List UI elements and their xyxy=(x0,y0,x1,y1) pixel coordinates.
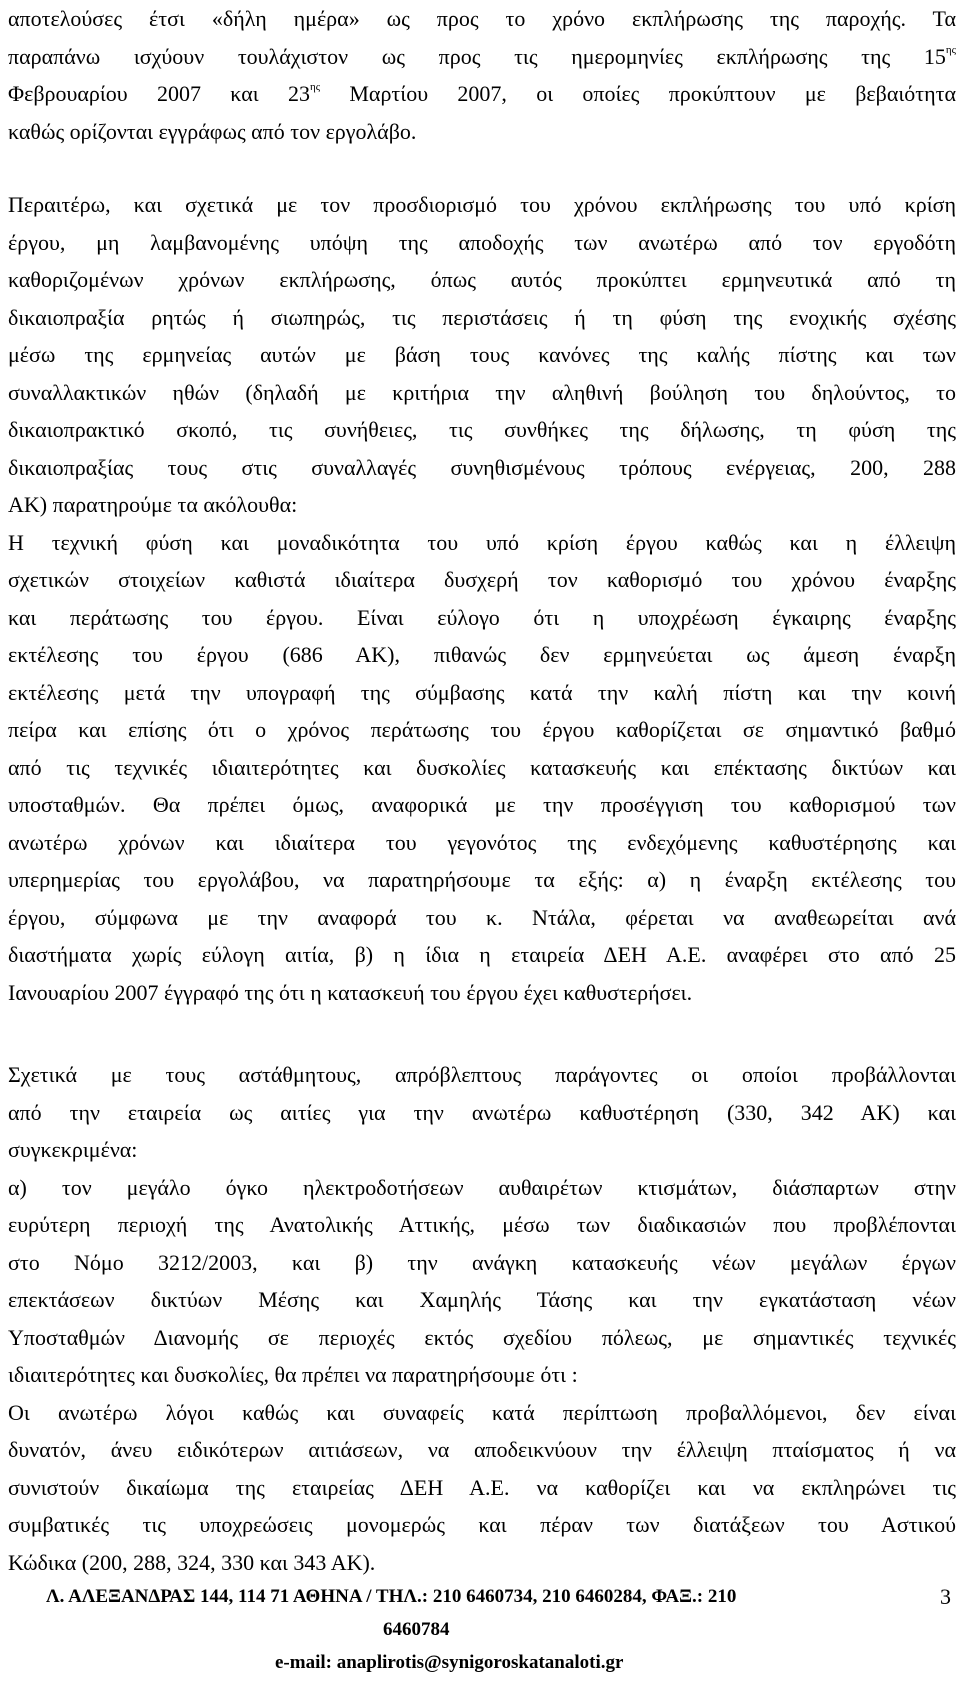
text-segment: παραπάνω ισχύουν τουλάχιστον ως προς τις ημερομηνίες εκπλήρωσης της 15 xyxy=(8,43,946,69)
text-line: και περάτωσης του έργου. Είναι εύλογο ότι η υποχρέωση έγκαιρης έναρξης xyxy=(8,604,956,630)
text-line: Η τεχνική φύση και μοναδικότητα του υπό κρίση έργου καθώς και η έλλειψη xyxy=(8,529,956,555)
text-line: συγκεκριμένα: xyxy=(8,1137,138,1162)
text-line: Ιανουαρίου 2007 έγγραφό της ότι η κατασκευή του έργου έχει καθυστερήσει. xyxy=(8,979,693,1005)
text-line: αποτελούσες έτσι «δήλη ημέρα» ως προς το χρόνο εκπλήρωσης της παροχής. Τα xyxy=(8,6,956,31)
superscript: ης xyxy=(309,81,321,93)
text-line: Οι ανωτέρω λόγοι καθώς και συναφείς κατά περίπτωση προβαλλόμενοι, δεν είναι xyxy=(8,1399,956,1425)
text-line: στο Νόμο 3212/2003, και β) την ανάγκη κατασκευής νέων μεγάλων έργων xyxy=(8,1249,956,1275)
text-line: συμβατικές τις υποχρεώσεις μονομερώς και πέραν των διατάξεων του Αστικού xyxy=(8,1512,956,1537)
text-line: έργου, μη λαμβανομένης υπόψη της αποδοχής των ανωτέρω από τον εργοδότη xyxy=(8,229,956,255)
text-line: α) τον μεγάλο όγκο ηλεκτροδοτήσεων αυθαιρέτων κτισμάτων, διάσπαρτων στην xyxy=(8,1174,956,1200)
page-number: 3 xyxy=(940,1584,951,1609)
text-line xyxy=(8,38,956,76)
text-line: έργου, σύμφωνα με την αναφορά του κ. Ντάλα, φέρεται να αναθεωρείται ανά xyxy=(8,904,956,930)
text-line: Περαιτέρω, και σχετικά με τον προσδιορισμό του χρόνου εκπλήρωσης του υπό κρίση xyxy=(8,192,956,217)
text-line: διαστήματα χωρίς εύλογη αιτία, β) η ίδια η εταιρεία ΔΕΗ Α.Ε. αναφέρει στο από 25 xyxy=(8,942,956,967)
text-line: ευρύτερη περιοχή της Ανατολικής Αττικής, μέσω των διαδικασιών που προβλέπονται xyxy=(8,1212,956,1237)
text-line: υπερημερίας του εργολάβου, να παρατηρήσουμε τα εξής: α) η έναρξη εκτέλεσης του xyxy=(8,867,956,892)
text-line: δικαιοπραξίας τους στις συναλλαγές συνηθισμένους τρόπους ενέργειας, 200, 288 xyxy=(8,454,956,480)
text-line: ιδιαιτερότητες και δυσκολίες, θα πρέπει να παρατηρήσουμε ότι : xyxy=(8,1362,578,1387)
footer-address-line: Λ. ΑΛΕΞΑΝΔΡΑΣ 144, 114 71 ΑΘΗΝΑ / ΤΗΛ.: 210 6460734, 210 6460284, ΦΑΞ.: 210 xyxy=(46,1586,737,1607)
text-line: από την εταιρεία ως αιτίες για την ανωτέρω καθυστέρηση (330, 342 ΑΚ) και xyxy=(8,1099,956,1125)
text-line: Σχετικά με τους αστάθμητους, απρόβλεπτους παράγοντες οι οποίοι προβάλλονται xyxy=(8,1062,956,1087)
text-line: σχετικών στοιχείων καθιστά ιδιαίτερα δυσχερή τον καθορισμό του χρόνου έναρξης xyxy=(8,567,956,592)
text-line: ανωτέρω χρόνων και ιδιαίτερα του γεγονότος της ενδεχόμενης καθυστέρησης και xyxy=(8,829,956,855)
text-segment: Φεβρουαρίου 2007 και 23 xyxy=(8,81,310,106)
text-line: εκτέλεσης του έργου (686 ΑΚ), πιθανώς δεν ερμηνεύεται ως άμεση έναρξη xyxy=(8,642,956,667)
page-footer xyxy=(8,1586,956,1682)
text-line: επεκτάσεων δικτύων Μέσης και Χαμηλής Τάσης και την εγκατάσταση νέων xyxy=(8,1287,956,1312)
text-line: δυνατόν, άνευ ειδικότερων αιτιάσεων, να αποδεικνύουν την έλλειψη πταίσματος ή να xyxy=(8,1437,956,1462)
text-line: πείρα και επίσης ότι ο χρόνος περάτωσης του έργου καθορίζεται σε σημαντικό βαθμό xyxy=(8,717,956,742)
text-line: υποσταθμών. Θα πρέπει όμως, αναφορικά με την προσέγγιση του καθορισμού των xyxy=(8,792,956,817)
footer-email: e-mail: anaplirotis@synigoroskatanaloti.gr xyxy=(275,1652,624,1673)
text-line: δικαιοπρακτικό σκοπό, τις συνήθειες, τις συνθήκες της δήλωσης, τη φύση της xyxy=(8,417,956,442)
text-line: συνιστούν δικαίωμα της εταιρείας ΔΕΗ Α.Ε. να καθορίζει και να εκπληρώνει τις xyxy=(8,1474,956,1500)
text-line: μέσω της ερμηνείας αυτών με βάση τους κανόνες της καλής πίστης και των xyxy=(8,342,956,367)
paragraph-factors xyxy=(8,1056,956,1581)
text-line: ΑΚ) παρατηρούμε τα ακόλουθα: xyxy=(8,492,298,517)
paragraph-analysis xyxy=(8,186,956,1011)
text-line: καθώς ορίζονται εγγράφως από τον εργολάβο. xyxy=(8,118,417,144)
text-line: δικαιοπραξία ρητώς ή σιωπηρώς, τις περιστάσεις ή τη φύση της ενοχικής σχέσης xyxy=(8,304,956,330)
text-line: συναλλακτικών ηθών (δηλαδή με κριτήρια την αληθινή βούληση του δηλούντος, το xyxy=(8,379,956,405)
text-line: από τις τεχνικές ιδιαιτερότητες και δυσκολίες κατασκευής και επέκτασης δικτύων και xyxy=(8,754,956,780)
text-line xyxy=(8,75,956,113)
paragraph-continuation xyxy=(8,0,956,150)
superscript: ης xyxy=(945,43,956,56)
text-line: Κώδικα (200, 288, 324, 330 και 343 ΑΚ). xyxy=(8,1549,376,1575)
text-segment: Μαρτίου 2007, οι οποίες προκύπτουν με βεβαιότητα xyxy=(320,81,956,106)
text-line: καθοριζομένων χρόνων εκπλήρωσης, όπως αυτός προκύπτει ερμηνευτικά από τη xyxy=(8,267,956,292)
text-line: Υποσταθμών Διανομής σε περιοχές εκτός σχεδίου πόλεως, με σημαντικές τεχνικές xyxy=(8,1324,956,1350)
footer-fax-continuation: 6460784 xyxy=(383,1619,450,1640)
text-line: εκτέλεσης μετά την υπογραφή της σύμβασης κατά την καλή πίστη και την κοινή xyxy=(8,679,956,705)
